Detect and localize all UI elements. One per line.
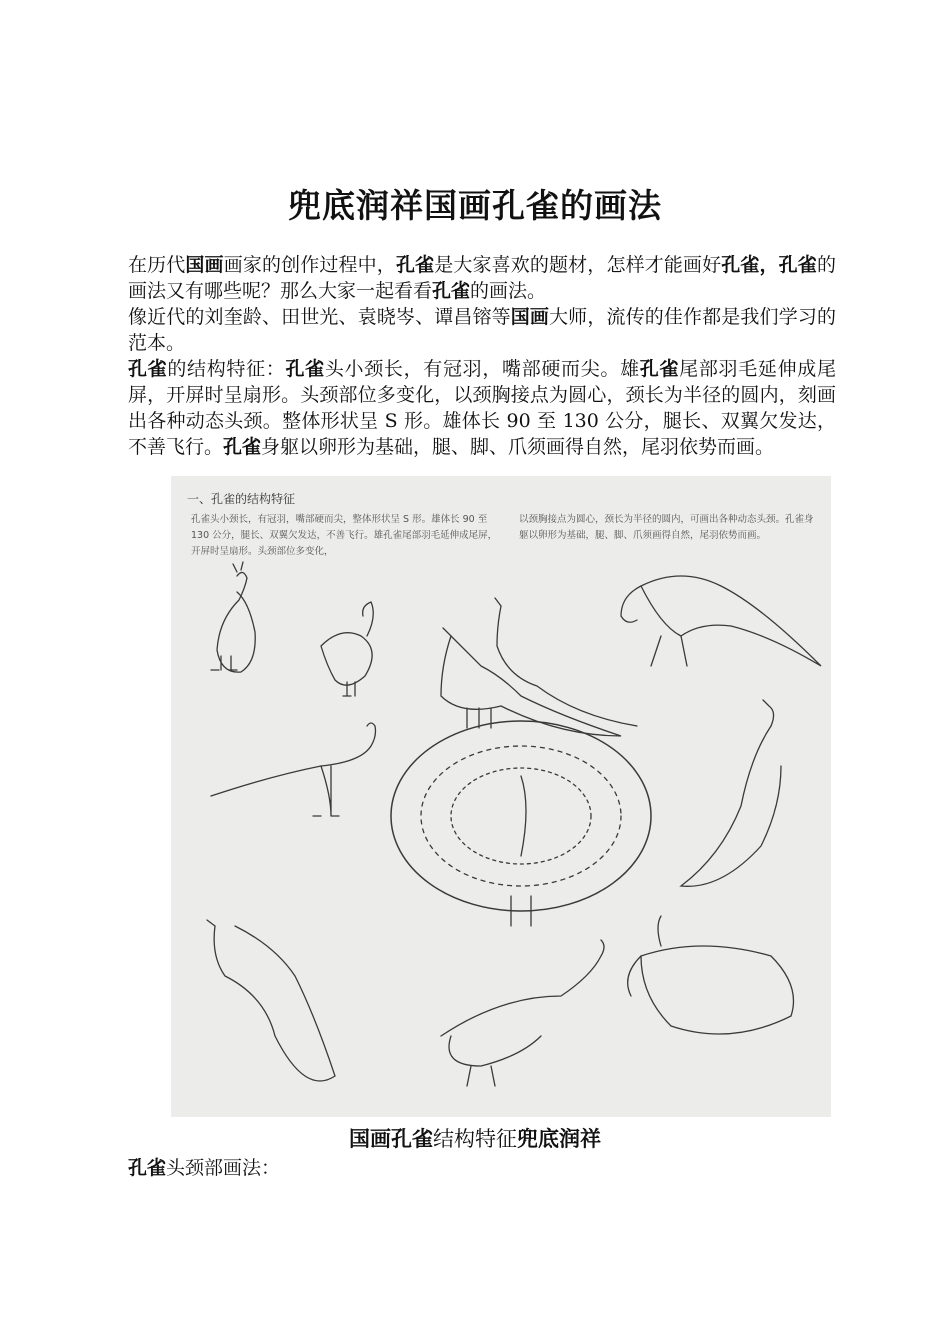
peacock-sketch-lower-left <box>207 920 335 1081</box>
peacock-sketch-lower-right <box>628 916 794 1034</box>
peacock-sketches <box>171 476 831 1117</box>
paragraph-structure: 孔雀的结构特征：孔雀头小颈长，有冠羽，嘴部硬而尖。雄孔雀尾部羽毛延伸成尾屏，开屏时呈扇形。头颈部位多变化，以颈胸接点为圆心，颈长为半径的圆内，刻画出各种动态头颈。整体形状呈 S 形。雄体长 90 至 130 公分，腿长、双翼欠发达，不善飞行。孔雀身躯以卵形为基础，腿、脚、爪须画得自然，尾羽依势而画。 <box>128 358 836 458</box>
section-heading: 孔雀头颈部画法： <box>128 1157 281 1179</box>
figure-heading: 一、孔雀的结构特征 <box>187 492 296 506</box>
peacock-sketch-lower-center <box>441 940 604 1086</box>
peacock-sketch-fanned-tail <box>391 721 651 926</box>
page-title: 兜底润祥国画孔雀的画法 <box>288 186 662 225</box>
figure-caption: 国画孔雀结构特征兜底润祥 <box>349 1127 601 1151</box>
paragraph-masters: 像近代的刘奎龄、田世光、袁晓岑、谭昌镕等国画大师，流传的佳作都是我们学习的范本。 <box>128 306 836 354</box>
peacock-sketch-tail-down <box>681 700 781 886</box>
peacock-sketch-bending <box>321 602 373 696</box>
paragraph-intro: 在历代国画画家的创作过程中，孔雀是大家喜欢的题材，怎样才能画好孔雀，孔雀的画法又有哪些呢？那么大家一起看看孔雀的画法。 <box>128 254 836 302</box>
article-body <box>128 252 836 460</box>
figure-text-right: 以颈胸接点为圆心，颈长为半径的圆内，可画出各种动态头颈。孔雀身躯以卵形为基础，腿、脚、爪须画得自然，尾羽依势而画。 <box>519 514 814 541</box>
peacock-sketch-figure <box>171 476 831 1117</box>
peacock-sketch-pair <box>441 598 637 736</box>
peacock-sketch-walking <box>211 723 376 816</box>
figure-text-left: 孔雀头小颈长，有冠羽，嘴部硬而尖，整体形状呈 S 形。雄体长 90 至 130 公分，腿长、双翼欠发达，不善飞行。雄孔雀尾部羽毛延伸成尾屏，开屏时呈扇形。头颈部位多变化， <box>191 514 498 557</box>
peacock-sketch-feeding <box>621 576 821 666</box>
peacock-sketch-standing <box>211 562 255 672</box>
